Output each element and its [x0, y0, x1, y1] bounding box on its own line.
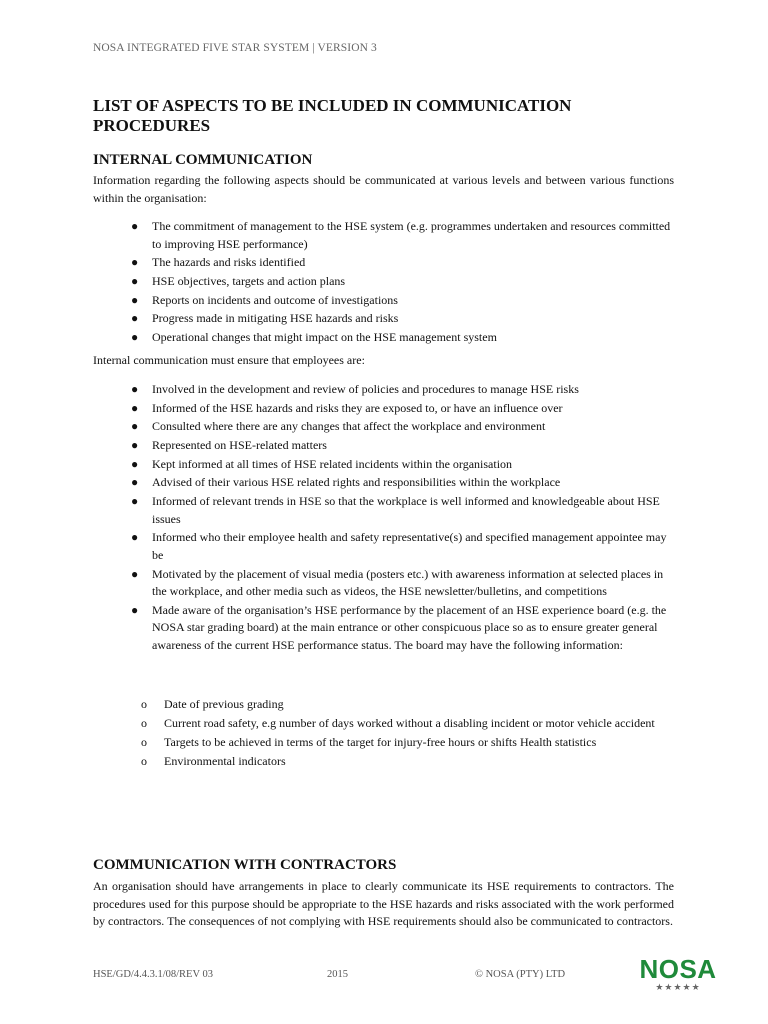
bullet-icon: ● — [131, 329, 139, 344]
circle-bullet-icon: o — [141, 697, 147, 711]
bullet-icon: ● — [131, 219, 139, 233]
page-title: LIST OF ASPECTS TO BE INCLUDED IN COMMUNICATION PROCEDURES — [93, 96, 572, 135]
list-item-text: Kept informed at all times of HSE related incidents within the organisation — [152, 456, 513, 471]
employee-points-list — [0, 381, 680, 655]
circle-bullet-icon: o — [141, 735, 147, 749]
bullet-icon: ● — [131, 400, 139, 415]
list-item-text: Environmental indicators — [164, 754, 286, 768]
bullet-icon: ● — [131, 382, 139, 396]
list-item-text: Progress made in mitigating HSE hazards and risks — [152, 311, 399, 326]
list-item-text: The hazards and risks identified — [152, 255, 306, 270]
list-item-text: Date of previous grading — [164, 697, 284, 711]
list-item — [0, 273, 680, 291]
nosa-logo-wordmark: NOSA — [639, 954, 717, 984]
section-heading-internal: INTERNAL COMMUNICATION — [93, 152, 313, 168]
contractors-text: An organisation should have arrangements in place to clearly communicate its HSE requirements to contractors. The procedures used for this purpose should be appropriate to the HSE hazards and risks associated with the work performed by contractors. The consequences of not complying with HSE requirements should also be communicated to contractors. — [93, 879, 674, 928]
bullet-icon: ● — [131, 602, 139, 617]
list-item-text: HSE objectives, targets and action plans — [152, 273, 346, 288]
list-item — [0, 254, 680, 272]
list-item-text: Reports on incidents and outcome of investigations — [152, 292, 398, 307]
bullet-icon: ● — [131, 255, 139, 270]
employees-intro: Internal communication must ensure that employees are: — [93, 353, 365, 367]
list-item — [0, 292, 680, 310]
list-item-text: Targets to be achieved in terms of the target for injury-free hours or shifts Health statistics — [164, 735, 597, 749]
nosa-logo — [638, 956, 718, 993]
section-heading-contractors: COMMUNICATION WITH CONTRACTORS — [93, 857, 397, 873]
list-item-text: Motivated by the placement of visual media (posters etc.) with awareness information at selected places in the workplace, and other media such as videos, the HSE newsletter/bulletins, and competitions — [152, 566, 664, 598]
list-item-text: Consulted where there are any changes that affect the workplace and environment — [152, 419, 546, 434]
bullet-icon: ● — [131, 273, 139, 288]
list-item-text: Informed of the HSE hazards and risks they are exposed to, or have an influence over — [152, 400, 563, 415]
running-header: NOSA INTEGRATED FIVE STAR SYSTEM | VERSION 3 — [93, 42, 377, 54]
sub-list-item — [0, 733, 680, 751]
list-item — [0, 493, 680, 528]
circle-bullet-icon: o — [141, 754, 147, 768]
bullet-icon: ● — [131, 494, 139, 509]
list-item — [0, 529, 680, 564]
list-item — [0, 329, 680, 347]
footer-copyright: © NOSA (PTY) LTD — [475, 969, 566, 980]
circle-bullet-icon: o — [141, 716, 147, 730]
footer-year: 2015 — [327, 969, 348, 980]
list-item — [0, 474, 680, 492]
internal-intro: Information regarding the following aspects should be communicated at various levels and between various functions within the organisation: — [93, 173, 674, 205]
list-item — [0, 400, 680, 418]
star-rating-icon: ★★★★★ — [655, 983, 701, 993]
list-item-text: The commitment of management to the HSE system (e.g. programmes undertaken and resources committed to improving HSE performance) — [152, 219, 671, 251]
bullet-icon: ● — [131, 475, 139, 490]
list-item — [0, 456, 680, 474]
bullet-icon: ● — [131, 419, 139, 434]
bullet-icon: ● — [131, 530, 139, 545]
board-info-list — [0, 695, 680, 771]
bullet-icon: ● — [131, 438, 139, 453]
sub-list-item — [0, 714, 680, 732]
list-item — [0, 566, 680, 601]
list-item — [0, 310, 680, 328]
list-item — [0, 602, 680, 655]
bullet-icon: ● — [131, 311, 139, 326]
list-item-text: Made aware of the organisation’s HSE performance by the placement of an HSE experience board (e.g. the NOSA star grading board) at the main entrance or other conspicuous place so as to ensure greater general awareness of the current HSE performance status. The board may have the following information: — [152, 602, 667, 652]
list-item-text: Informed who their employee health and safety representative(s) and specified management appointee may be — [152, 530, 667, 562]
list-item — [0, 418, 680, 436]
list-item-text: Informed of relevant trends in HSE so that the workplace is well informed and knowledgeable about HSE issues — [152, 494, 660, 526]
list-item-text: Involved in the development and review of policies and procedures to manage HSE risks — [152, 382, 579, 396]
list-item-text: Advised of their various HSE related rights and responsibilities within the workplace — [152, 475, 561, 490]
bullet-icon: ● — [131, 566, 139, 581]
list-item-text: Represented on HSE-related matters — [152, 438, 327, 453]
list-item-text: Operational changes that might impact on the HSE management system — [152, 329, 497, 344]
list-item — [0, 381, 680, 399]
sub-list-item — [0, 695, 680, 713]
list-item-text: Current road safety, e.g number of days worked without a disabling incident or motor vehicle accident — [164, 716, 655, 730]
list-item — [0, 437, 680, 455]
sub-list-item — [0, 752, 680, 770]
footer-reference: HSE/GD/4.4.3.1/08/REV 03 — [93, 969, 213, 980]
aspects-list — [0, 218, 680, 348]
bullet-icon: ● — [131, 456, 139, 471]
list-item — [0, 218, 680, 253]
bullet-icon: ● — [131, 292, 139, 307]
